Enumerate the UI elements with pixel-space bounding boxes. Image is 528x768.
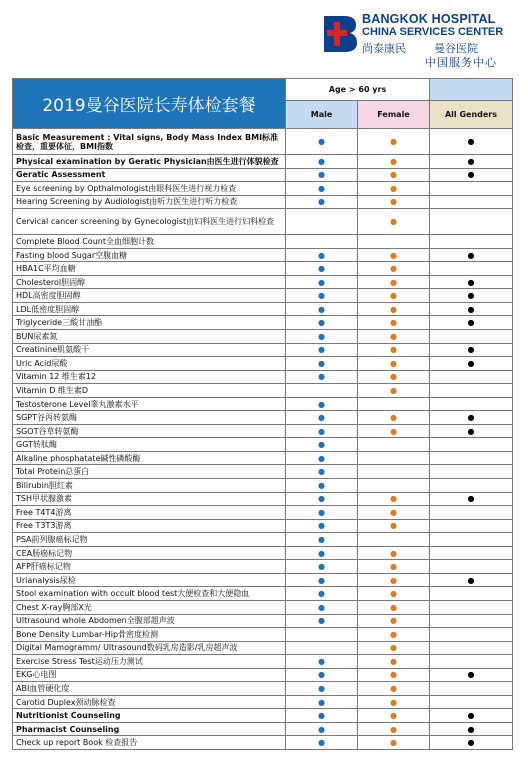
all-genders-mark <box>430 533 513 547</box>
item-name: Hearing Screening by Audiologist由听力医生进行听力检查 <box>13 195 286 209</box>
item-name: HDL高密度胆固醇 <box>13 289 286 303</box>
item-name: Carotid Duplex颈动脉检查 <box>13 695 286 709</box>
item-name: Nutritionist Counseling <box>13 709 286 723</box>
checkup-package-table <box>12 78 513 750</box>
table-row <box>13 709 513 723</box>
male-mark: ● <box>286 451 358 465</box>
item-name: Cholesterol胆固醇 <box>13 275 286 289</box>
table-row <box>13 289 513 303</box>
table-row <box>13 235 513 249</box>
table-row <box>13 438 513 452</box>
all-genders-mark <box>430 506 513 520</box>
female-mark <box>358 451 430 465</box>
female-mark: ● <box>358 330 430 344</box>
male-mark: ● <box>286 614 358 628</box>
all-genders-mark: ● <box>430 668 513 682</box>
table-row <box>13 519 513 533</box>
all-genders-mark: ● <box>430 129 513 155</box>
column-female: Female <box>358 101 430 129</box>
checkup-items <box>13 129 513 750</box>
male-mark: ● <box>286 330 358 344</box>
all-genders-mark <box>430 641 513 655</box>
female-mark: ● <box>358 695 430 709</box>
all-genders-mark: ● <box>430 248 513 262</box>
all-genders-mark <box>430 479 513 493</box>
item-name: Free T3T3游离 <box>13 519 286 533</box>
all-genders-mark: ● <box>430 343 513 357</box>
item-name: Basic Measurement : Vital signs, Body Mass Index BMI标准检查，重要体征，BMI指数 <box>13 129 286 155</box>
all-genders-mark <box>430 451 513 465</box>
item-name: Creatinine肌氨酸干 <box>13 343 286 357</box>
item-name: Ultrasound whole Abdomen全腹部超声波 <box>13 614 286 628</box>
male-mark: ● <box>286 668 358 682</box>
female-mark: ● <box>358 546 430 560</box>
female-mark: ● <box>358 275 430 289</box>
item-name: Pharmacist Counseling <box>13 722 286 736</box>
female-mark <box>358 533 430 547</box>
item-name: Bilirubin胆红素 <box>13 479 286 493</box>
all-genders-mark <box>430 560 513 574</box>
item-name: Cervical cancer screening by Gynecologist由妇科医生进行妇科检查 <box>13 209 286 235</box>
item-name: Alkaline phosphatate碱性磷酸酶 <box>13 451 286 465</box>
female-mark: ● <box>358 614 430 628</box>
table-row <box>13 182 513 196</box>
all-genders-mark <box>430 519 513 533</box>
male-mark: ● <box>286 695 358 709</box>
all-genders-mark: ● <box>430 722 513 736</box>
table-row <box>13 614 513 628</box>
table-row <box>13 397 513 411</box>
all-genders-mark <box>430 384 513 398</box>
female-mark: ● <box>358 492 430 506</box>
female-mark: ● <box>358 289 430 303</box>
table-row <box>13 492 513 506</box>
table-row <box>13 155 513 169</box>
female-mark: ● <box>358 357 430 371</box>
male-mark: ● <box>286 573 358 587</box>
male-mark: ● <box>286 182 358 196</box>
table-row <box>13 465 513 479</box>
item-name: HBA1C平均血糖 <box>13 262 286 276</box>
female-mark: ● <box>358 343 430 357</box>
male-mark: ● <box>286 492 358 506</box>
male-mark: ● <box>286 587 358 601</box>
brand-cn-bottom: 中国服务中心 <box>425 56 497 69</box>
female-mark <box>358 465 430 479</box>
female-mark <box>358 479 430 493</box>
table-row <box>13 560 513 574</box>
female-mark: ● <box>358 600 430 614</box>
all-genders-mark <box>430 614 513 628</box>
all-genders-mark <box>430 587 513 601</box>
table-row <box>13 262 513 276</box>
column-male: Male <box>286 101 358 129</box>
female-mark: ● <box>358 182 430 196</box>
male-mark <box>286 641 358 655</box>
item-name: LDL低密度胆固醇 <box>13 302 286 316</box>
table-row <box>13 533 513 547</box>
age-group-header: Age > 60 yrs <box>286 79 430 101</box>
item-name: Bone Density Lumbar-Hip骨密度检测 <box>13 628 286 642</box>
female-mark <box>358 438 430 452</box>
male-mark: ● <box>286 195 358 209</box>
male-mark: ● <box>286 316 358 330</box>
item-name: Testosterone Level睾丸激素水平 <box>13 397 286 411</box>
female-mark: ● <box>358 316 430 330</box>
item-name: Digital Mamogramm/ Ultrasound数码乳房造影/乳房超声波 <box>13 641 286 655</box>
table-row <box>13 451 513 465</box>
table-row <box>13 587 513 601</box>
male-mark: ● <box>286 424 358 438</box>
female-mark: ● <box>358 506 430 520</box>
item-name: Vitamin D 维生素D <box>13 384 286 398</box>
table-row <box>13 302 513 316</box>
table-row <box>13 411 513 425</box>
item-name: Urianalysis尿检 <box>13 573 286 587</box>
column-all-genders: All Genders <box>430 101 513 129</box>
all-genders-mark: ● <box>430 155 513 169</box>
male-mark: ● <box>286 262 358 276</box>
male-mark: ● <box>286 168 358 182</box>
male-mark: ● <box>286 411 358 425</box>
female-mark: ● <box>358 129 430 155</box>
female-mark: ● <box>358 384 430 398</box>
table-row <box>13 628 513 642</box>
female-mark: ● <box>358 587 430 601</box>
table-row <box>13 129 513 155</box>
table-row <box>13 695 513 709</box>
female-mark: ● <box>358 709 430 723</box>
male-mark: ● <box>286 506 358 520</box>
male-mark: ● <box>286 465 358 479</box>
table-row <box>13 357 513 371</box>
female-mark: ● <box>358 155 430 169</box>
brand-name-line1: BANGKOK HOSPITAL <box>362 12 496 26</box>
male-mark: ● <box>286 357 358 371</box>
item-name: PSA前列腺癌标记物 <box>13 533 286 547</box>
bangkok-hospital-logo-icon <box>322 14 358 54</box>
table-row <box>13 168 513 182</box>
item-name: Free T4T4游离 <box>13 506 286 520</box>
male-mark: ● <box>286 129 358 155</box>
item-name: Stool examination with occult blood test大便检查和大便隐血 <box>13 587 286 601</box>
item-name: Triglyceride三酸甘油酯 <box>13 316 286 330</box>
female-mark <box>358 235 430 249</box>
item-name: Exercise Stress Test运动压力测试 <box>13 655 286 669</box>
all-genders-mark <box>430 262 513 276</box>
female-mark: ● <box>358 209 430 235</box>
male-mark: ● <box>286 709 358 723</box>
item-name: GGT转肽酶 <box>13 438 286 452</box>
brand-cn-right: 曼谷医院 <box>434 42 478 55</box>
male-mark: ● <box>286 155 358 169</box>
table-row <box>13 195 513 209</box>
all-genders-mark <box>430 546 513 560</box>
male-mark: ● <box>286 655 358 669</box>
male-mark: ● <box>286 248 358 262</box>
male-mark: ● <box>286 302 358 316</box>
item-name: Vitamin 12 维生素12 <box>13 370 286 384</box>
item-name: Total Protein总蛋白 <box>13 465 286 479</box>
male-mark: ● <box>286 519 358 533</box>
table-row <box>13 506 513 520</box>
male-mark <box>286 628 358 642</box>
female-mark: ● <box>358 168 430 182</box>
all-genders-mark: ● <box>430 411 513 425</box>
male-mark: ● <box>286 736 358 750</box>
male-mark: ● <box>286 370 358 384</box>
all-genders-mark: ● <box>430 736 513 750</box>
all-genders-mark <box>430 209 513 235</box>
all-genders-mark <box>430 235 513 249</box>
male-mark: ● <box>286 533 358 547</box>
female-mark: ● <box>358 655 430 669</box>
male-mark: ● <box>286 682 358 696</box>
all-genders-mark <box>430 600 513 614</box>
male-mark: ● <box>286 722 358 736</box>
female-mark: ● <box>358 560 430 574</box>
blank-header <box>430 79 513 101</box>
male-mark: ● <box>286 479 358 493</box>
all-genders-mark <box>430 655 513 669</box>
all-genders-mark: ● <box>430 424 513 438</box>
female-mark: ● <box>358 573 430 587</box>
item-name: Uric Acid尿酸 <box>13 357 286 371</box>
item-name: Geratic Assessment <box>13 168 286 182</box>
table-row <box>13 479 513 493</box>
female-mark: ● <box>358 262 430 276</box>
all-genders-mark <box>430 682 513 696</box>
male-mark: ● <box>286 343 358 357</box>
all-genders-mark: ● <box>430 709 513 723</box>
male-mark <box>286 384 358 398</box>
table-row <box>13 722 513 736</box>
all-genders-mark: ● <box>430 492 513 506</box>
male-mark: ● <box>286 397 358 411</box>
table-row <box>13 546 513 560</box>
male-mark: ● <box>286 275 358 289</box>
table-row <box>13 655 513 669</box>
all-genders-mark: ● <box>430 316 513 330</box>
female-mark: ● <box>358 370 430 384</box>
page-header <box>0 0 528 76</box>
female-mark: ● <box>358 519 430 533</box>
table-row <box>13 330 513 344</box>
female-mark: ● <box>358 248 430 262</box>
all-genders-mark <box>430 465 513 479</box>
table-row <box>13 641 513 655</box>
table-row <box>13 384 513 398</box>
table-row <box>13 343 513 357</box>
female-mark: ● <box>358 628 430 642</box>
table-row <box>13 370 513 384</box>
table-row <box>13 275 513 289</box>
table-row <box>13 668 513 682</box>
item-name: CEA肠癌标记物 <box>13 546 286 560</box>
item-name: Complete Blood Count全血细胞计数 <box>13 235 286 249</box>
female-mark <box>358 397 430 411</box>
table-row <box>13 600 513 614</box>
item-name: BUN尿素氮 <box>13 330 286 344</box>
package-title: 2019曼谷医院长寿体检套餐 <box>13 79 286 129</box>
table-row <box>13 682 513 696</box>
male-mark: ● <box>286 560 358 574</box>
all-genders-mark: ● <box>430 275 513 289</box>
male-mark <box>286 235 358 249</box>
item-name: Fasting blood Sugar空腹血糖 <box>13 248 286 262</box>
table-row <box>13 736 513 750</box>
item-name: Chest X-ray胸部X光 <box>13 600 286 614</box>
male-mark: ● <box>286 289 358 303</box>
item-name: EKG心电图 <box>13 668 286 682</box>
all-genders-mark: ● <box>430 168 513 182</box>
female-mark: ● <box>358 195 430 209</box>
table-row <box>13 316 513 330</box>
brand-name-line2: CHINA SERVICES CENTER <box>362 26 504 38</box>
item-name: SGOT谷草转氨酶 <box>13 424 286 438</box>
male-mark: ● <box>286 600 358 614</box>
male-mark: ● <box>286 546 358 560</box>
item-name: AFP肝癌标记物 <box>13 560 286 574</box>
item-name: SGPT谷丙转氨酶 <box>13 411 286 425</box>
table-row <box>13 209 513 235</box>
female-mark: ● <box>358 722 430 736</box>
all-genders-mark <box>430 397 513 411</box>
brand-cn-left: 尚泰康民 <box>362 42 406 55</box>
female-mark: ● <box>358 641 430 655</box>
all-genders-mark: ● <box>430 289 513 303</box>
item-name: ABI血管硬化度 <box>13 682 286 696</box>
all-genders-mark: ● <box>430 302 513 316</box>
all-genders-mark <box>430 330 513 344</box>
all-genders-mark <box>430 182 513 196</box>
female-mark: ● <box>358 411 430 425</box>
table-row <box>13 248 513 262</box>
item-name: TSH甲状腺激素 <box>13 492 286 506</box>
all-genders-mark <box>430 628 513 642</box>
table-row <box>13 424 513 438</box>
female-mark: ● <box>358 682 430 696</box>
female-mark: ● <box>358 424 430 438</box>
item-name: Physical examination by Geratic Physician由医生进行体貌检查 <box>13 155 286 169</box>
all-genders-mark <box>430 370 513 384</box>
item-name: Check up report Book 检查报告 <box>13 736 286 750</box>
male-mark: ● <box>286 438 358 452</box>
all-genders-mark <box>430 695 513 709</box>
all-genders-mark: ● <box>430 573 513 587</box>
item-name: Eye screening by Opthalmologist由眼科医生进行视力检查 <box>13 182 286 196</box>
all-genders-mark <box>430 195 513 209</box>
all-genders-mark <box>430 438 513 452</box>
female-mark: ● <box>358 668 430 682</box>
table-row <box>13 573 513 587</box>
female-mark: ● <box>358 736 430 750</box>
all-genders-mark: ● <box>430 357 513 371</box>
female-mark: ● <box>358 302 430 316</box>
male-mark <box>286 209 358 235</box>
